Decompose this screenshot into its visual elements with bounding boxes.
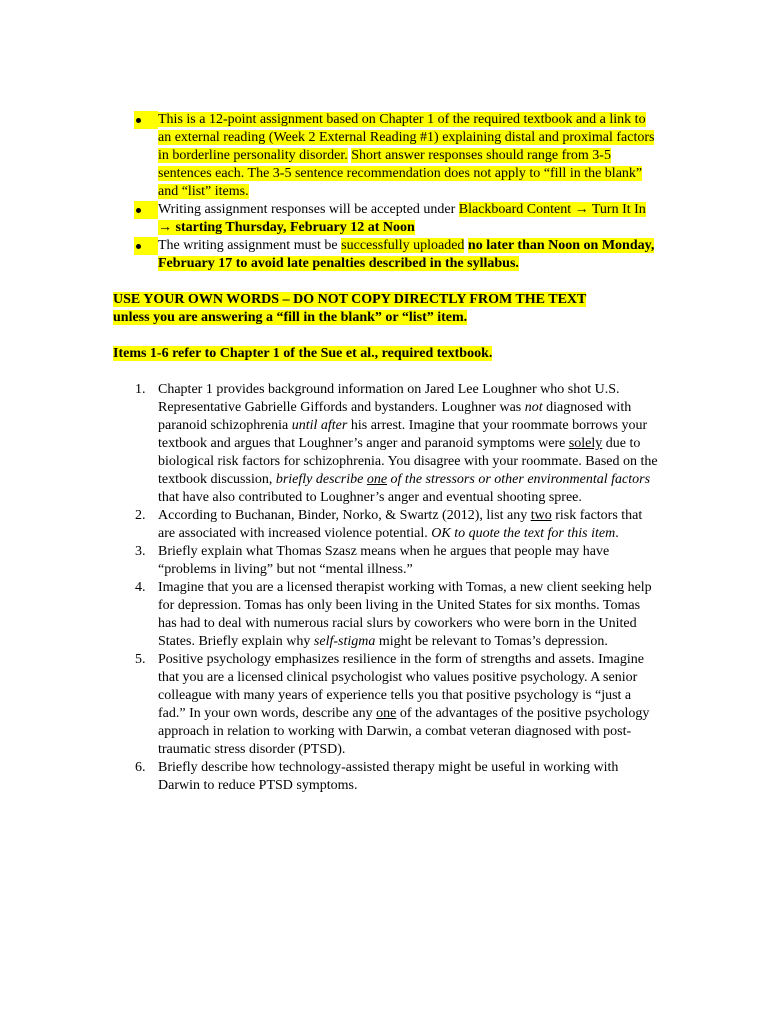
question-item bbox=[113, 579, 658, 651]
question-underline: one bbox=[376, 706, 397, 721]
question-emphasis: OK to quote the text for this item bbox=[431, 526, 616, 541]
instruction-text-bold: starting Thursday, February 12 at Noon bbox=[175, 220, 415, 235]
question-number: 6. bbox=[135, 760, 146, 775]
question-text: Briefly describe how technology-assisted therapy might be useful in working with Darwin to reduce PTSD symptoms. bbox=[158, 760, 619, 793]
question-text: diagnosed with paranoid schizophrenia bbox=[158, 400, 632, 433]
question-number: 2. bbox=[135, 508, 146, 523]
directive-line: USE YOUR OWN WORDS – DO NOT COPY DIRECTLY FROM THE TEXT bbox=[113, 292, 587, 307]
question-emphasis: briefly describe bbox=[275, 472, 367, 487]
arrow-right-icon: → bbox=[574, 202, 589, 217]
instructions-list bbox=[113, 111, 658, 273]
question-text: Positive psychology emphasizes resilience in the form of strengths and assets. Imagine that you are a licensed clinical psychologist who values positive psychology. A senior colleague with many years of experience tells you that positive psychology is “just a fad.” In your own words, describe any bbox=[158, 652, 645, 721]
bullet-icon bbox=[134, 111, 158, 129]
items-heading bbox=[113, 345, 658, 363]
question-underline: two bbox=[530, 508, 552, 523]
question-text: Imagine that you are a licensed therapist working with Tomas, a new client seeking help for depression. Tomas has only been living in the United States for six months. Tomas has had to deal with numerous racial slurs by coworkers who were born in the United States. Briefly explain why bbox=[158, 580, 652, 649]
question-text: According to Buchanan, Binder, Norko, & Swartz (2012), list any bbox=[158, 508, 531, 523]
question-item bbox=[113, 759, 658, 795]
question-text: Chapter 1 provides background information on Jared Lee Loughner who shot U.S. Representative Gabrielle Giffords and bystanders. Loughner was bbox=[158, 382, 620, 415]
bullet-icon bbox=[134, 237, 158, 255]
question-emphasis: of the stressors or other environmental factors bbox=[387, 472, 651, 487]
question-text: of the advantages of the positive psychology approach in relation to working with Darwin, a combat veteran diagnosed with post-traumatic stress disorder (PTSD). bbox=[158, 706, 650, 757]
question-number: 1. bbox=[135, 382, 146, 397]
question-text: that have also contributed to Loughner’s anger and eventual shooting spree. bbox=[158, 490, 582, 505]
instruction-text-highlighted: Short answer responses should range from 3-5 sentences each. The 3-5 sentence recommendation does not apply to “fill in the blank” and “list” items. bbox=[158, 148, 643, 199]
instruction-text-highlighted: successfully uploaded bbox=[341, 238, 465, 253]
instruction-item bbox=[113, 111, 658, 201]
question-item bbox=[113, 381, 658, 507]
question-number: 3. bbox=[135, 544, 146, 559]
directive-block bbox=[113, 291, 658, 327]
instruction-text-bold: no later than Noon on Monday, February 17 to avoid late penalties described in the syllabus. bbox=[158, 238, 655, 271]
instruction-text: Writing assignment responses will be accepted under bbox=[158, 202, 456, 217]
question-underline: one bbox=[366, 472, 388, 487]
instruction-text: The writing assignment must be bbox=[158, 238, 338, 253]
question-number: 5. bbox=[135, 652, 146, 667]
question-emphasis: until after bbox=[291, 418, 348, 433]
question-item bbox=[113, 543, 658, 579]
directive-line: unless you are answering a “fill in the blank” or “list” item. bbox=[113, 310, 468, 325]
bullet-icon bbox=[134, 201, 158, 219]
arrow-right-icon: → bbox=[158, 220, 172, 235]
question-emphasis: not bbox=[524, 400, 543, 415]
question-number: 4. bbox=[135, 580, 146, 595]
question-text: due to biological risk factors for schizophrenia. You disagree with your roommate. Based on the textbook discussion, bbox=[158, 436, 658, 487]
instruction-text: This is a 12-point assignment based on Chapter 1 of the required textbook and a link to an external reading (Week 2 External Reading #1) explaining distal and proximal factors in borderline personality disorder. bbox=[158, 112, 655, 163]
question-emphasis: self-stigma bbox=[313, 634, 376, 649]
question-underline: solely bbox=[568, 436, 603, 451]
question-text: his arrest. Imagine that your roommate borrows your textbook and argues that Loughner’s anger and paranoid symptoms were bbox=[158, 418, 648, 451]
question-item bbox=[113, 651, 658, 759]
question-item bbox=[113, 507, 658, 543]
question-list bbox=[113, 381, 658, 795]
question-text: . bbox=[615, 526, 619, 541]
instruction-text-highlighted: Turn It In bbox=[591, 202, 646, 217]
question-text: Briefly explain what Thomas Szasz means when he argues that people may have “problems in living” but not “mental illness.” bbox=[158, 544, 610, 577]
instruction-item bbox=[113, 237, 658, 273]
instruction-item bbox=[113, 201, 658, 237]
question-text: might be relevant to Tomas’s depression. bbox=[375, 634, 608, 649]
instruction-text-highlighted: Blackboard Content bbox=[458, 202, 572, 217]
items-heading-text: Items 1-6 refer to Chapter 1 of the Sue et al., required textbook. bbox=[113, 346, 493, 361]
question-text: risk factors that are associated with increased violence potential. bbox=[158, 508, 643, 541]
document-content bbox=[113, 111, 658, 795]
